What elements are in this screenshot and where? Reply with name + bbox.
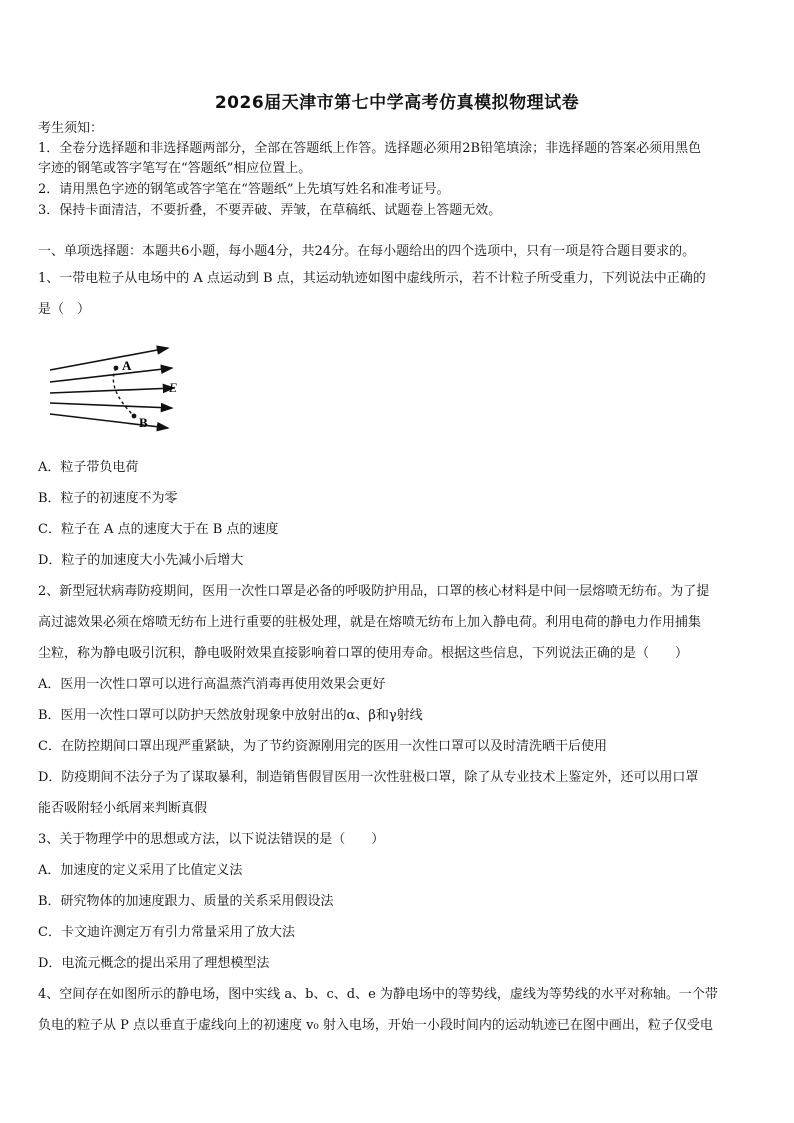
section-heading: 一、单项选择题：本题共6小题，每小题4分，共24分。在每小题给出的四个选项中，只有一项是符合题目要求的。 xyxy=(38,244,696,259)
label-e: E xyxy=(169,380,177,395)
exam-title: 2026届天津市第七中学高考仿真模拟物理试卷 xyxy=(214,93,580,113)
label-a: A xyxy=(122,358,132,373)
notice-item: 字迹的钢笔或答字笔写在“答题纸”相应位置上。 xyxy=(38,161,312,176)
q2-option-d-cont: 能否吸附轻小纸屑来判断真假 xyxy=(38,801,208,816)
notice-heading: 考生须知： xyxy=(38,121,104,136)
question-4-stem: 负电的粒子从 P 点以垂直于虚线向上的初速度 v₀ 射入电场，开始一小段时间内的运动轨迹已在图中画出，粒子仅受电 xyxy=(38,1018,713,1033)
point-a xyxy=(114,366,119,371)
question-4-stem: 4、空间存在如图所示的静电场，图中实线 a、b、c、d、e 为静电场中的等势线，虚线为等势线的水平对称轴。一个带 xyxy=(38,987,718,1002)
question-2-stem: 高过滤效果必须在熔喷无纺布上进行重要的驻极处理，就是在熔喷无纺布上加入静电荷。利用电荷的静电力作用捕集 xyxy=(38,615,702,630)
label-b: B xyxy=(139,415,148,430)
notice-item: 3．保持卡面清洁，不要折叠，不要弄破、弄皱，在草稿纸、试题卷上答题无效。 xyxy=(38,203,502,218)
q3-option-c: C．卡文迪许测定万有引力常量采用了放大法 xyxy=(38,925,295,940)
q3-option-b: B．研究物体的加速度跟力、质量的关系采用假设法 xyxy=(38,894,334,909)
question-2-stem: 2、新型冠状病毒防疫期间，医用一次性口罩是必备的呼吸防护用品，口罩的核心材料是中间一层熔喷无纺布。为了提 xyxy=(38,584,710,599)
q1-option-d: D．粒子的加速度大小先减小后增大 xyxy=(38,553,244,568)
q2-option-a: A．医用一次性口罩可以进行高温蒸汽消毒再使用效果会更好 xyxy=(38,677,386,692)
question-2-stem: 尘粒，称为静电吸引沉积，静电吸附效果直接影响着口罩的使用寿命。根据这些信息，下列说法正确的是（ ） xyxy=(38,646,689,661)
field-line xyxy=(50,388,174,393)
trajectory-dashed xyxy=(113,368,134,416)
question-3-stem: 3、关于物理学中的思想或方法，以下说法错误的是（ ） xyxy=(38,832,385,847)
notice-item: 2．请用黑色字迹的钢笔或答字笔在“答题纸”上先填写姓名和准考证号。 xyxy=(38,182,450,197)
q2-option-c: C．在防控期间口罩出现严重紧缺，为了节约资源刚用完的医用一次性口罩可以及时清洗晒干后使用 xyxy=(38,739,607,754)
field-line xyxy=(50,368,172,382)
notice-item: 1．全卷分选择题和非选择题两部分，全部在答题纸上作答。选择题必须用2B铅笔填涂；非选择题的答案必须用黑色 xyxy=(38,141,702,156)
field-line xyxy=(50,403,172,408)
q3-option-a: A．加速度的定义采用了比值定义法 xyxy=(38,863,243,878)
q1-option-c: C．粒子在 A 点的速度大于在 B 点的速度 xyxy=(38,522,279,537)
q1-option-b: B．粒子的初速度不为零 xyxy=(38,491,178,506)
question-1-stem: 1、一带电粒子从电场中的 A 点运动到 B 点，其运动轨迹如图中虚线所示，若不计粒子所受重力，下列说法中正确的 xyxy=(38,271,706,286)
field-line xyxy=(50,414,168,428)
point-b xyxy=(132,414,137,419)
field-line xyxy=(50,348,168,370)
electric-field-figure xyxy=(46,330,196,435)
question-1-stem-cont: 是（ ） xyxy=(38,302,91,317)
q3-option-d: D．电流元概念的提出采用了理想模型法 xyxy=(38,956,270,971)
q2-option-b: B．医用一次性口罩可以防护天然放射现象中放射出的α、β和γ射线 xyxy=(38,708,423,723)
q1-option-a: A．粒子带负电荷 xyxy=(38,460,139,475)
q2-option-d: D．防疫期间不法分子为了谋取暴利，制造销售假冒医用一次性驻极口罩，除了从专业技术上鉴定外，还可以用口罩 xyxy=(38,770,699,785)
